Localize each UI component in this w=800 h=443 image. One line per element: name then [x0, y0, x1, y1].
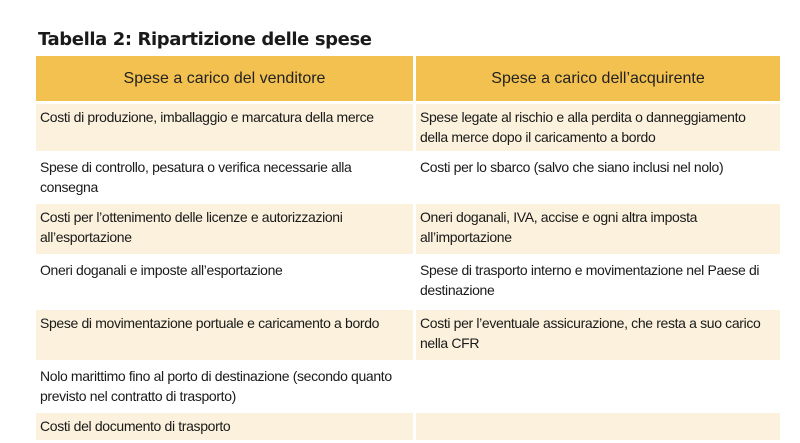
table-header-row [36, 56, 780, 101]
table-row [36, 104, 780, 151]
cell-seller [36, 257, 413, 307]
table-row [36, 257, 780, 307]
cell-seller [36, 104, 413, 151]
cell-seller [36, 154, 413, 201]
cell-seller [36, 363, 413, 410]
cell-buyer [416, 413, 780, 440]
cell-seller [36, 204, 413, 254]
cell-seller [36, 413, 413, 440]
cell-seller [36, 310, 413, 360]
table-row [36, 413, 780, 440]
table-row [36, 204, 780, 254]
cell-text: Costi per lo sbarco (salvo che siano inclusi nel nolo) [420, 159, 724, 175]
table-row [36, 363, 780, 410]
header-buyer: Spese a carico dell’acquirente [416, 56, 780, 101]
cell-text: Nolo marittimo fino al porto di destinazione (secondo quanto previsto nel contratto di trasporto) [40, 368, 392, 404]
cell-text: Spese legate al rischio e alla perdita o danneggiamento della merce dopo il caricamento a bordo [420, 109, 746, 145]
cell-text: Spese di movimentazione portuale e caricamento a bordo [40, 315, 380, 331]
cell-text: Costi del documento di trasporto [40, 418, 231, 434]
cell-buyer [416, 204, 780, 254]
table-row [36, 154, 780, 201]
table-title: Tabella 2: Ripartizione delle spese [38, 29, 372, 50]
cell-buyer [416, 154, 780, 201]
cell-buyer [416, 310, 780, 360]
cell-buyer [416, 104, 780, 151]
cell-text: Costi per l’eventuale assicurazione, che resta a suo carico nella CFR [420, 315, 761, 351]
expense-table [33, 53, 783, 443]
cell-text: Costi di produzione, imballaggio e marcatura della merce [40, 109, 374, 125]
cell-text: Costi per l’ottenimento delle licenze e autorizzazioni all’esportazione [40, 209, 343, 245]
header-seller: Spese a carico del venditore [36, 56, 413, 101]
cell-text: Spese di trasporto interno e movimentazione nel Paese di destinazione [420, 262, 760, 298]
cell-text: Oneri doganali, IVA, accise e ogni altra imposta all’importazione [420, 209, 698, 245]
table-row [36, 310, 780, 360]
cell-buyer [416, 363, 780, 410]
cell-text: Spese di controllo, pesatura o verifica necessarie alla consegna [40, 159, 352, 195]
cell-buyer [416, 257, 780, 307]
cell-text: Oneri doganali e imposte all’esportazione [40, 262, 283, 278]
